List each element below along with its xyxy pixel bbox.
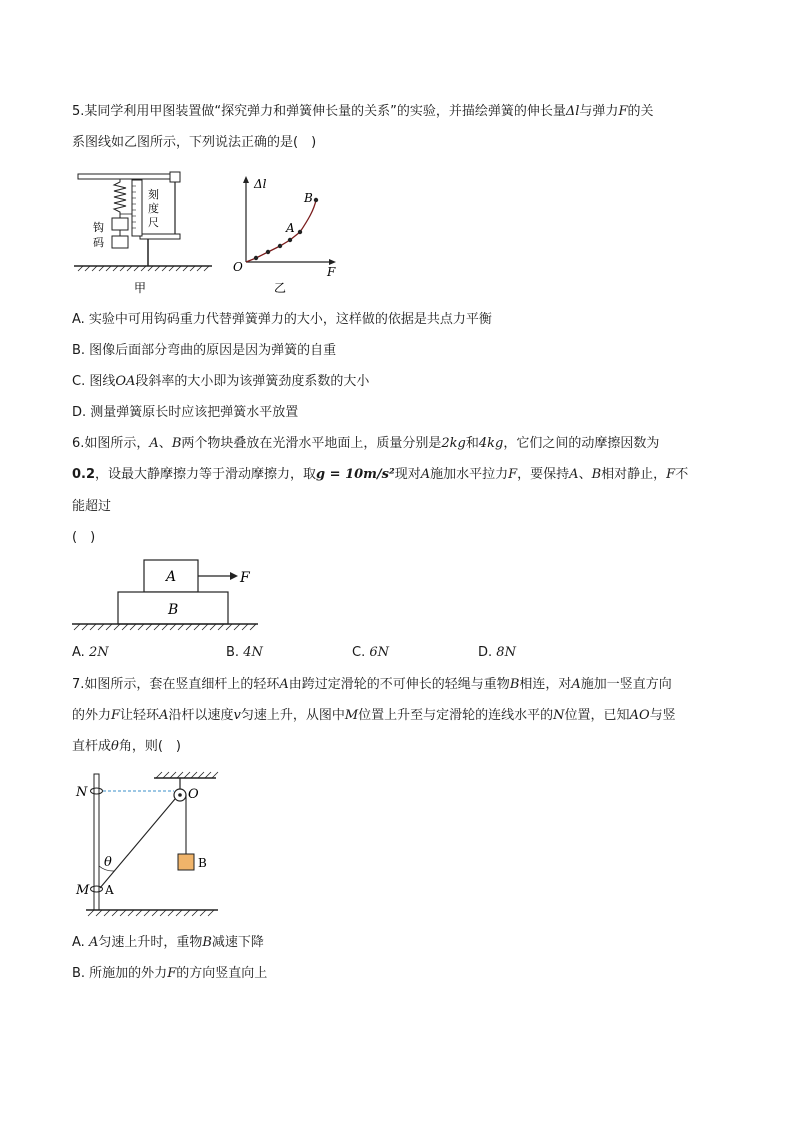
q6-option-d: D. 8N [478,645,516,660]
yi-y-axis-label: Δl [254,177,267,191]
label-m: M [76,883,90,898]
block-a-label: A [166,569,177,585]
label-ring-a: A [105,883,114,897]
q5-stem-line-2: 系图线如乙图所示，下列说法正确的是( ) [72,135,317,150]
label-weight-b: B [198,856,207,870]
yi-x-axis-label: F [327,265,336,279]
q6-answer-bracket: ( ) [72,530,96,545]
q6-stem-line-3: 能超过 [72,499,112,514]
q6-option-b: B. 4N [226,645,263,660]
q7-option-a: A. A匀速上升时，重物B减速下降 [72,935,264,950]
yi-point-b-label: B [304,191,313,205]
fig-jia-caption: 甲 [134,281,147,295]
q6-stem-line-2: 0.2，设最大静摩擦力等于滑动摩擦力，取g = 10m/s²现对A施加水平拉力F，要保持A、B相对静止，F不 [72,467,689,482]
q5-option-a: A. 实验中可用钩码重力代替弹簧弹力的大小，这样做的依据是共点力平衡 [72,312,492,327]
q5-option-c: C. 图线OA段斜率的大小即为该弹簧劲度系数的大小 [72,374,370,389]
yi-point-a-label: A [286,221,295,235]
q7-option-b: B. 所施加的外力F的方向竖直向上 [72,966,268,981]
q7-stem-line-2: 的外力F让轻环A沿杆以速度v匀速上升，从图中M位置上升至与定滑轮的连线水平的N位置，已知AO与竖 [72,708,676,723]
q5-stem-line-1: 5.某同学利用甲图装置做“探究弹力和弹簧伸长量的关系”的实验，并描绘弹簧的伸长量Δl与弹力F的关 [72,104,654,119]
hook-label-1: 钩 [93,221,104,234]
block-b-label: B [168,602,179,618]
ruler-label-1: 刻 [148,188,159,201]
force-f-label: F [240,570,250,586]
q6-figure-blocks [70,556,270,636]
q6-stem-line-1: 6.如图所示，A、B两个物块叠放在光滑水平地面上，质量分别是2kg和4kg，它们之间的动摩擦因数为 [72,436,660,451]
label-theta: θ [104,855,112,870]
fig-yi-caption: 乙 [274,281,287,295]
label-o: O [188,787,199,802]
label-n: N [76,785,88,800]
ruler-label-3: 尺 [148,216,159,229]
q6-option-a: A. 2N [72,645,109,660]
ruler-label-2: 度 [148,202,159,215]
q7-stem-line-3: 直杆成θ角，则( ) [72,739,181,754]
q5-figure-jia [72,168,218,298]
hook-label-2: 码 [93,236,104,249]
q7-stem-line-1: 7.如图所示，套在竖直细杆上的轻环A由跨过定滑轮的不可伸长的轻绳与重物B相连，对A施加一竖直方向 [72,677,672,692]
q7-figure-pulley [72,768,232,920]
q5-figure-yi [228,170,348,298]
q5-option-d: D. 测量弹簧原长时应该把弹簧水平放置 [72,405,299,420]
q6-option-c: C. 6N [352,645,390,660]
yi-origin-label: O [233,260,243,274]
q5-option-b: B. 图像后面部分弯曲的原因是因为弹簧的自重 [72,343,337,358]
